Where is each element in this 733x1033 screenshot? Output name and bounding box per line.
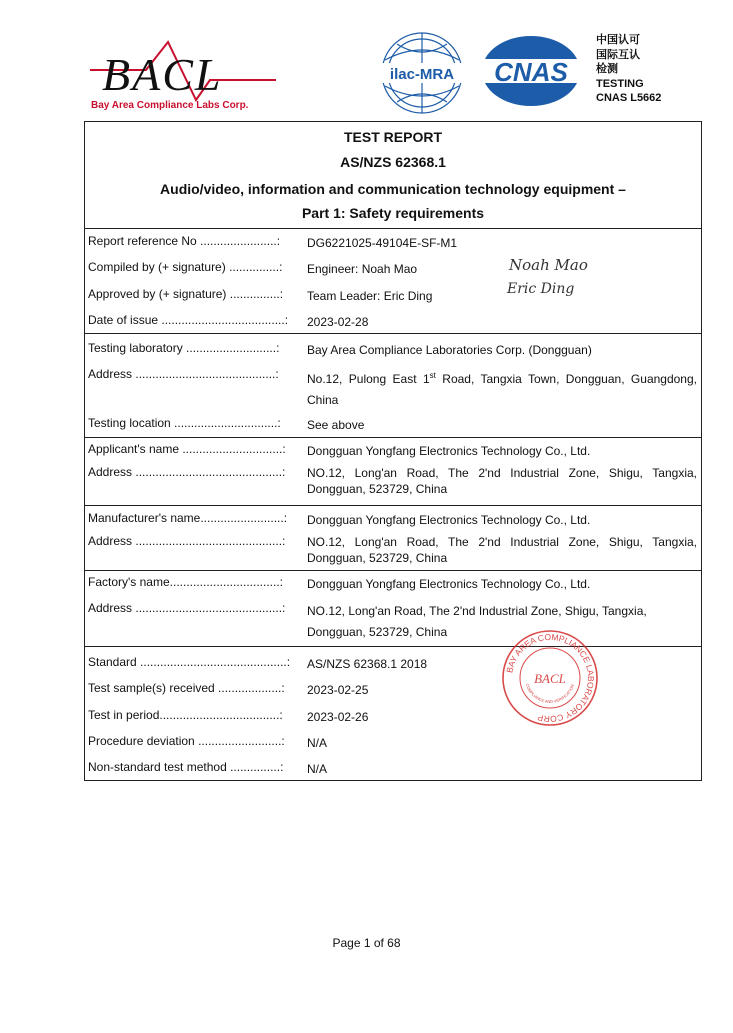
field-label: Report reference No .......................:	[88, 234, 281, 248]
cnas-line: TESTING	[596, 77, 644, 90]
field-label: Testing laboratory ...........................:	[88, 341, 280, 355]
field-label: Manufacturer's name.........................:	[88, 511, 288, 525]
field-value: N/A	[307, 762, 328, 776]
address-line: NO.12, Long'an Road, The 2'nd Industrial Zone, Shigu, Tangxia,	[307, 535, 697, 549]
field-value: Engineer: Noah Mao	[307, 262, 418, 276]
cnas-accreditation-text	[596, 33, 661, 106]
cnas-line: CNAS L5662	[596, 92, 662, 104]
address-line: China	[307, 393, 339, 407]
field-label: Compiled by (+ signature) ...............:	[88, 260, 283, 274]
report-info-section	[85, 229, 701, 334]
approved-signature: Eric Ding	[507, 281, 575, 297]
field-value: Dongguan Yongfang Electronics Technology Co., Ltd.	[307, 577, 591, 591]
standard-section	[85, 647, 701, 780]
stamp-ring-text: BAY AREA COMPLIANCE LABORATORY CORP	[504, 631, 597, 725]
field-value: 2023-02-28	[307, 315, 369, 329]
field-value	[307, 367, 697, 409]
ilac-mra-logo	[377, 30, 467, 116]
field-label: Procedure deviation .........................:	[88, 734, 285, 748]
address-line: Dongguan, 523729, China	[307, 551, 448, 565]
stamp-center-text: BACL	[534, 671, 566, 686]
applicant-section	[85, 438, 701, 506]
field-value: Bay Area Compliance Laboratories Corp. (Dongguan)	[307, 343, 592, 357]
field-value: Dongguan Yongfang Electronics Technology Co., Ltd.	[307, 513, 591, 527]
field-value: N/A	[307, 736, 328, 750]
page-number: Page 1 of 68	[332, 936, 401, 950]
field-label: Address ............................................:	[88, 601, 286, 615]
bacl-logo-text: BACL	[102, 49, 223, 100]
cnas-logo	[480, 34, 582, 108]
testing-lab-section	[85, 334, 701, 438]
cnas-line: 检测	[596, 63, 618, 75]
report-header	[0, 0, 733, 122]
cnas-line: 国际互认	[596, 48, 640, 61]
address-line: NO.12, Long'an Road, The 2'nd Industrial Zone, Shigu, Tangxia,	[307, 604, 647, 618]
field-label: Test in period....................................:	[88, 708, 283, 722]
field-value: 2023-02-26	[307, 710, 369, 724]
address-text: No.12, Pulong East 1	[307, 372, 430, 386]
field-label: Address ............................................:	[88, 534, 286, 548]
title-block	[85, 122, 701, 229]
manufacturer-section	[85, 506, 701, 571]
report-subject-line2: Part 1: Safety requirements	[301, 205, 485, 221]
field-label: Factory's name.................................:	[88, 575, 284, 589]
field-label: Test sample(s) received ...................:	[88, 681, 285, 695]
address-line: Dongguan, 523729, China	[307, 482, 448, 496]
address-line: NO.12, Long'an Road, The 2'nd Industrial Zone, Shigu, Tangxia,	[307, 466, 697, 480]
field-value: DG6221025-49104E-SF-M1	[307, 236, 458, 250]
field-label: Address ............................................:	[88, 465, 286, 479]
field-value: Dongguan Yongfang Electronics Technology Co., Ltd.	[307, 444, 591, 458]
field-value: See above	[307, 418, 365, 432]
cnas-line: 中国认可	[596, 34, 640, 46]
ilac-mra-text: ilac-MRA	[389, 66, 455, 83]
field-value: 2023-02-25	[307, 683, 369, 697]
field-value	[307, 534, 697, 566]
field-label: Applicant's name ..............................:	[88, 442, 286, 456]
cnas-logo-text: CNAS	[494, 57, 568, 87]
field-label: Non-standard test method ...............:	[88, 760, 284, 774]
address-line: Dongguan, 523729, China	[307, 625, 448, 639]
field-label: Date of issue .....................................:	[88, 313, 289, 327]
svg-text:COMPLIANCE AND VERIFICATION	[525, 683, 575, 704]
bacl-logo-subtitle: Bay Area Compliance Labs Corp.	[91, 100, 249, 111]
field-label: Testing location ...............................:	[88, 416, 281, 430]
address-superscript: st	[429, 371, 436, 380]
report-table	[84, 121, 702, 781]
factory-section	[85, 571, 701, 647]
field-label: Address ..........................................:	[88, 367, 279, 381]
address-line	[307, 367, 697, 388]
field-value	[307, 465, 697, 497]
stamp-inner-text: COMPLIANCE AND VERIFICATION	[524, 682, 576, 705]
compiled-signature: Noah Mao	[509, 256, 588, 274]
address-text: Road, Tangxia Town, Dongguan, Guangdong,	[435, 372, 697, 386]
report-standard: AS/NZS 62368.1	[340, 154, 446, 170]
field-label: Standard ............................................:	[88, 655, 291, 669]
field-value: Team Leader: Eric Ding	[307, 289, 433, 303]
company-seal-stamp	[500, 628, 600, 728]
field-value: AS/NZS 62368.1 2018	[307, 657, 428, 671]
report-subject-line1: Audio/video, information and communication technology equipment –	[160, 181, 626, 197]
report-title: TEST REPORT	[343, 129, 442, 145]
field-label: Approved by (+ signature) ...............:	[88, 287, 284, 301]
